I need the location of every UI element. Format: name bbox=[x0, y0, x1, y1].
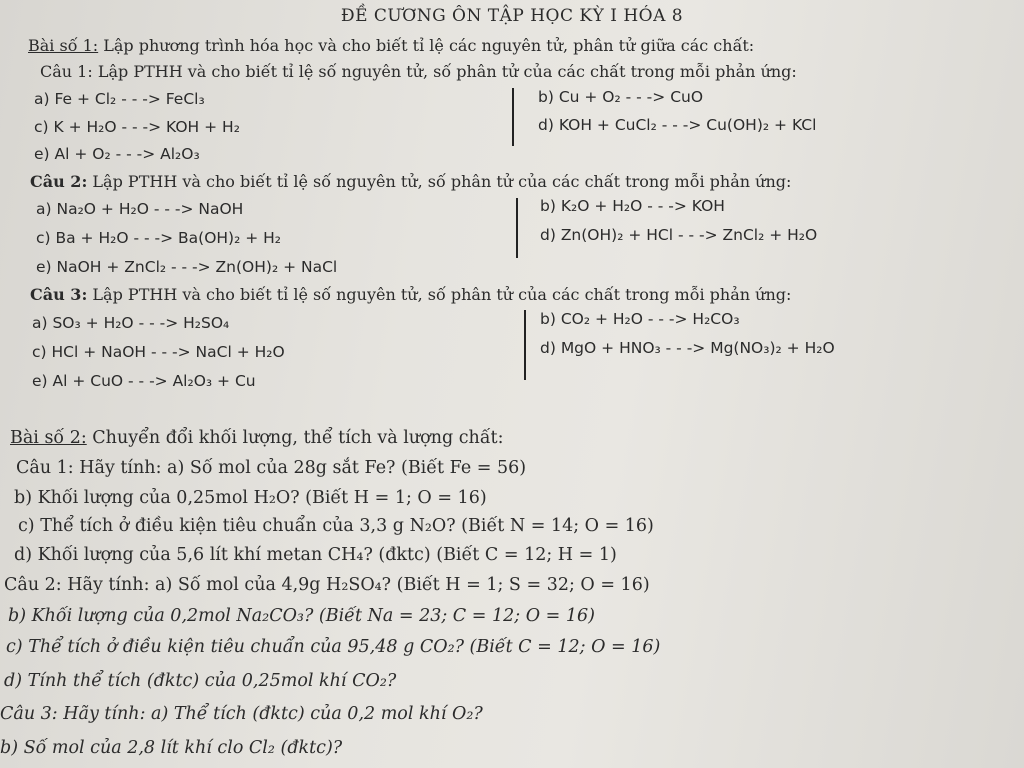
bai2-label: Bài số 2: bbox=[10, 428, 87, 448]
bai2-cau2-c: c) Thể tích ở điều kiện tiêu chuẩn của 95,48 g CO₂? (Biết C = 12; O = 16) bbox=[6, 637, 661, 657]
bai2-cau1-d: d) Khối lượng của 5,6 lít khí metan CH₄? (đktc) (Biết C = 12; H = 1) bbox=[14, 545, 617, 565]
bai1-cau2-d: d) Zn(OH)₂ + HCl - - -> ZnCl₂ + H₂O bbox=[540, 226, 818, 244]
bai1-label: Bài số 1: bbox=[28, 36, 99, 55]
page-title: ĐỀ CƯƠNG ÔN TẬP HỌC KỲ I HÓA 8 bbox=[340, 6, 684, 26]
bai1-cau1-heading bbox=[40, 62, 797, 81]
bai1-cau2-label: Câu 2: bbox=[30, 172, 88, 191]
bai1-cau3-text: Lập PTHH và cho biết tỉ lệ số nguyên tử, số phân tử của các chất trong mỗi phản ứng: bbox=[87, 285, 792, 304]
bai1-cau3-c: c) HCl + NaOH - - -> NaCl + H₂O bbox=[32, 343, 285, 361]
bai1-cau1-d: d) KOH + CuCl₂ - - -> Cu(OH)₂ + KCl bbox=[538, 116, 817, 134]
bai1-cau2-b: b) K₂O + H₂O - - -> KOH bbox=[540, 197, 725, 215]
bai1-cau1-a: a) Fe + Cl₂ - - -> FeCl₃ bbox=[34, 90, 205, 108]
bai1-cau2-a: a) Na₂O + H₂O - - -> NaOH bbox=[36, 200, 244, 218]
bai1-cau3-label: Câu 3: bbox=[30, 285, 88, 304]
bai2-cau3-a-text: Hãy tính: a) Thể tích (đktc) của 0,2 mol khí O₂? bbox=[57, 704, 483, 724]
bai1-text: Lập phương trình hóa học và cho biết tỉ lệ các nguyên tử, phân tử giữa các chất: bbox=[98, 36, 755, 55]
bai1-cau2-e: e) NaOH + ZnCl₂ - - -> Zn(OH)₂ + NaCl bbox=[36, 258, 338, 276]
bai1-cau3-a: a) SO₃ + H₂O - - -> H₂SO₄ bbox=[32, 314, 230, 332]
bai2-cau1-b: b) Khối lượng của 0,25mol H₂O? (Biết H = 1; O = 16) bbox=[14, 488, 487, 508]
bai2-cau2-a bbox=[4, 575, 650, 595]
bai2-text: Chuyển đổi khối lượng, thể tích và lượng chất: bbox=[86, 428, 504, 448]
bai1-cau1-b: b) Cu + O₂ - - -> CuO bbox=[538, 88, 704, 106]
bai2-cau3-a bbox=[0, 704, 483, 724]
column-divider bbox=[516, 198, 518, 258]
bai1-cau1-text: Lập PTHH và cho biết tỉ lệ số nguyên tử, số phân tử của các chất trong mỗi phản ứng: bbox=[92, 62, 797, 81]
bai1-cau3-heading bbox=[30, 285, 791, 304]
bai1-cau2-text: Lập PTHH và cho biết tỉ lệ số nguyên tử, số phân tử của các chất trong mỗi phản ứng: bbox=[87, 172, 792, 191]
bai1-cau3-e: e) Al + CuO - - -> Al₂O₃ + Cu bbox=[32, 372, 256, 390]
bai2-cau2-b: b) Khối lượng của 0,2mol Na₂CO₃? (Biết Na = 23; C = 12; O = 16) bbox=[8, 606, 595, 626]
column-divider bbox=[512, 88, 514, 146]
bai1-heading bbox=[28, 36, 754, 55]
bai1-cau2-heading bbox=[30, 172, 791, 191]
bai2-cau1-a-text: Hãy tính: a) Số mol của 28g sắt Fe? (Biết Fe = 56) bbox=[73, 458, 527, 478]
bai2-cau3-label: Câu 3: bbox=[0, 704, 58, 724]
bai1-cau2-c: c) Ba + H₂O - - -> Ba(OH)₂ + H₂ bbox=[36, 229, 282, 247]
column-divider bbox=[524, 310, 526, 380]
bai2-cau2-d: d) Tính thể tích (đktc) của 0,25mol khí CO₂? bbox=[4, 671, 397, 691]
bai1-cau3-b: b) CO₂ + H₂O - - -> H₂CO₃ bbox=[540, 310, 740, 328]
bai2-cau3-b: b) Số mol của 2,8 lít khí clo Cl₂ (đktc)? bbox=[0, 738, 343, 758]
bai2-cau2-a-text: Hãy tính: a) Số mol của 4,9g H₂SO₄? (Biết H = 1; S = 32; O = 16) bbox=[61, 575, 650, 595]
bai1-cau1-label: Câu 1: bbox=[40, 62, 93, 81]
bai1-cau1-e: e) Al + O₂ - - -> Al₂O₃ bbox=[34, 145, 200, 163]
bai2-cau1-c: c) Thể tích ở điều kiện tiêu chuẩn của 3,3 g N₂O? (Biết N = 14; O = 16) bbox=[18, 516, 654, 536]
bai1-cau3-d: d) MgO + HNO₃ - - -> Mg(NO₃)₂ + H₂O bbox=[540, 339, 835, 357]
bai2-cau1-a bbox=[16, 458, 526, 478]
bai1-cau1-c: c) K + H₂O - - -> KOH + H₂ bbox=[34, 118, 240, 136]
bai2-cau2-label: Câu 2: bbox=[4, 575, 62, 595]
bai2-heading bbox=[10, 428, 503, 448]
bai2-cau1-label: Câu 1: bbox=[16, 458, 74, 478]
